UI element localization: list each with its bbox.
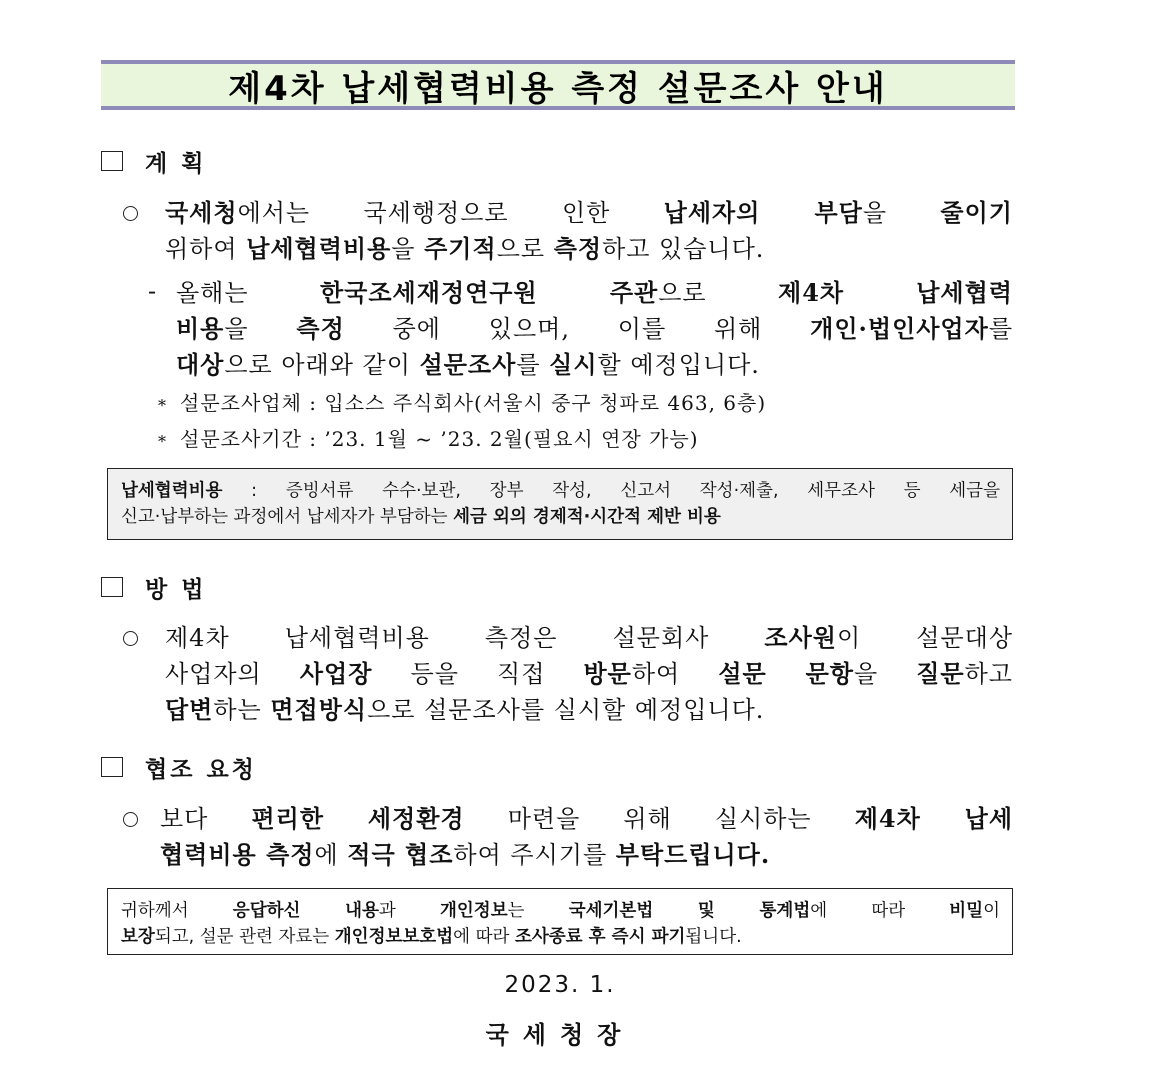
asterisk-icon: * <box>158 432 166 451</box>
method-line-3: 답변하는 면접방식으로 설문조사를 실시할 예정입니다. <box>165 695 765 724</box>
plan-sub-line-1: 올해는 한국조세재정연구원 주관으로 제4차 납세협력 <box>176 278 1013 307</box>
survey-period-note: 설문조사기간 : ’23. 1월 ~ ’23. 2월(필요시 연장 가능) <box>180 427 699 451</box>
circle-bullet-icon <box>123 206 138 221</box>
cost-definition-box <box>107 468 1013 540</box>
plan-line-2: 위하여 납세협력비용을 주기적으로 측정하고 있습니다. <box>165 234 765 263</box>
request-paragraph <box>160 801 1013 873</box>
dash-bullet-icon: - <box>148 277 157 305</box>
survey-company-note: 설문조사업체 : 입소스 주식회사(서울시 중구 청파로 463, 6층) <box>180 391 767 415</box>
cost-definition-line-2: 신고·납부하는 과정에서 납세자가 부담하는 세금 외의 경제적·시간적 제반 비용 <box>121 507 721 527</box>
request-line-1: 보다 편리한 세정환경 마련을 위해 실시하는 제4차 납세 <box>160 804 1014 833</box>
plan-paragraph <box>165 195 1013 267</box>
method-paragraph <box>165 620 1013 728</box>
section-heading-label: 방 법 <box>145 576 207 603</box>
method-line-2: 사업자의 사업장 등을 직접 방문하여 설문 문항을 질문하고 <box>165 659 1013 688</box>
privacy-notice-line-2: 보장되고, 설문 관련 자료는 개인정보보호법에 따라 조사종료 후 즉시 파기됩니다. <box>121 927 742 947</box>
privacy-notice-box <box>107 888 1013 955</box>
cost-definition-line-1: 납세협력비용 : 증빙서류 수수·보관, 장부 작성, 신고서 작성·제출, 세무조사 등 세금을 <box>121 481 1000 501</box>
plan-line-1: 국세청에서는 국세행정으로 인한 납세자의 부담을 줄이기 <box>165 198 1013 227</box>
page-title: 제4차 납세협력비용 측정 설문조사 안내 <box>101 60 1015 110</box>
asterisk-icon: * <box>158 396 166 415</box>
circle-bullet-icon <box>123 631 138 646</box>
section-heading-label: 협조 요청 <box>145 756 257 783</box>
plan-sub-paragraph <box>176 275 1013 383</box>
checkbox-icon <box>101 151 123 171</box>
checkbox-icon <box>101 577 123 597</box>
circle-bullet-icon <box>123 812 138 827</box>
request-line-2: 협력비용 측정에 적극 협조하여 주시기를 부탁드립니다. <box>160 840 771 869</box>
plan-sub-line-3: 대상으로 아래와 같이 설문조사를 실시할 예정입니다. <box>176 350 760 379</box>
section-heading-method <box>101 572 206 602</box>
section-heading-request <box>101 752 257 782</box>
method-line-1: 제4차 납세협력비용 측정은 설문회사 조사원이 설문대상 <box>165 623 1013 652</box>
signer-name: 국세청장 <box>485 1021 635 1049</box>
privacy-notice-line-1: 귀하께서 응답하신 내용과 개인정보는 국세기본법 및 통계법에 따라 비밀이 <box>121 901 1001 921</box>
plan-sub-line-2: 비용을 측정 중에 있으며, 이를 위해 개인·법인사업자를 <box>176 314 1013 343</box>
checkbox-icon <box>101 757 123 777</box>
issue-date: 2023. 1. <box>504 972 616 998</box>
section-heading-label: 계 획 <box>145 150 207 177</box>
section-heading-plan <box>101 146 206 176</box>
